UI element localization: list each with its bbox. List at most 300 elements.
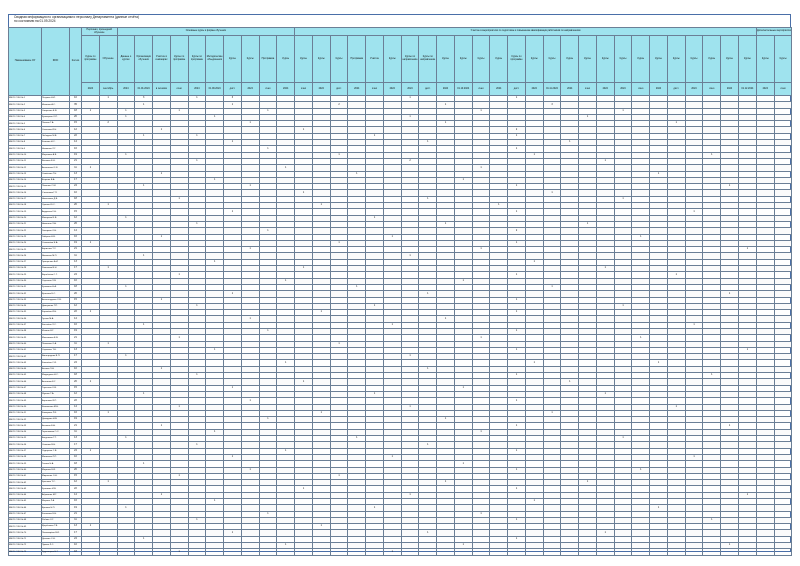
value-cell: [472, 549, 490, 555]
value-cell: 1: [170, 473, 188, 479]
value-cell: 1: [82, 524, 100, 530]
value-cell: 1: [99, 266, 117, 272]
value-cell: [312, 549, 330, 555]
value-cell: [277, 549, 295, 555]
header-group-cell: Дополнительные мероприятия: [756, 28, 792, 36]
header-date-cell: очно: [259, 83, 277, 96]
header-column-cell: Курсы: [667, 36, 685, 83]
value-cell: 1: [348, 284, 366, 290]
value-cell: 1: [419, 442, 437, 448]
document-caption: [14, 15, 714, 23]
value-cell: 1: [241, 184, 259, 190]
org-name-cell: МБОУ СОШ № 72: [9, 543, 42, 549]
header-column-cell: Курсы: [632, 36, 650, 83]
header-date-cell: 01.11.2024: [543, 83, 561, 96]
value-cell: 1: [295, 486, 313, 492]
value-cell: 1: [703, 373, 721, 379]
count-cell: 22: [70, 398, 82, 404]
value-cell: 1: [508, 240, 526, 246]
org-name-cell: МБОУ СОШ № 42: [9, 354, 42, 360]
header-date-cell: очно: [774, 83, 792, 96]
header-date-cell: 2024: [383, 83, 401, 96]
value-cell: 1: [454, 385, 472, 391]
value-cell: 1: [579, 114, 597, 120]
org-name-cell: МБОУ СОШ № 11: [9, 158, 42, 164]
person-name-cell: Морозова А.В.: [42, 152, 70, 158]
value-cell: 1: [383, 322, 401, 328]
header-date-cell: 2024: [401, 83, 419, 96]
person-name-cell: Дмитриева Т.П.: [42, 303, 70, 309]
person-name-cell: Шарова Л.А.: [42, 499, 70, 505]
value-cell: 1: [419, 196, 437, 202]
value-cell: 1: [366, 391, 384, 397]
value-cell: 1: [188, 133, 206, 139]
header-column-cell: Курсы: [703, 36, 721, 83]
count-cell: 17: [70, 266, 82, 272]
value-cell: 1: [721, 543, 739, 549]
value-cell: 1: [366, 133, 384, 139]
value-cell: 1: [224, 140, 242, 146]
value-cell: 1: [596, 391, 614, 397]
value-cell: 1: [188, 373, 206, 379]
count-cell: 15: [70, 385, 82, 391]
value-cell: 1: [667, 121, 685, 127]
value-cell: 1: [330, 473, 348, 479]
org-name-cell: МБОУ СОШ № 68: [9, 517, 42, 523]
person-name-cell: Богданова Т.Г.: [42, 436, 70, 442]
value-cell: 1: [401, 404, 419, 410]
value-cell: 1: [135, 133, 153, 139]
value-cell: 1: [241, 316, 259, 322]
value-cell: 1: [490, 203, 508, 209]
org-name-cell: МБОУ СОШ № 15: [9, 184, 42, 190]
value-cell: 1: [153, 171, 171, 177]
org-name-cell: МБОУ СОШ № 25: [9, 247, 42, 253]
header-column-cell: Курсы: [543, 36, 561, 83]
org-name-cell: МБОУ СОШ № 17: [9, 196, 42, 202]
org-name-cell: МБОУ СОШ № 65: [9, 499, 42, 505]
value-cell: 1: [561, 140, 579, 146]
header-column-cell: Курсы: [579, 36, 597, 83]
value-cell: [738, 549, 756, 555]
person-name-cell: Баранова И.П.: [42, 398, 70, 404]
value-cell: [614, 549, 632, 555]
org-name-cell: МБОУ СОШ № 28: [9, 266, 42, 272]
count-cell: 18: [70, 196, 82, 202]
org-name-cell: МБОУ СОШ № 41: [9, 347, 42, 353]
org-name-cell: МБОУ СОШ № 38: [9, 328, 42, 334]
org-name-cell: МБОУ СОШ № 63: [9, 486, 42, 492]
value-cell: 1: [614, 436, 632, 442]
count-cell: 15: [70, 121, 82, 127]
value-cell: 1: [525, 499, 543, 505]
value-cell: 1: [117, 215, 135, 221]
value-cell: 1: [508, 398, 526, 404]
org-name-cell: МБОУ СОШ № 67: [9, 511, 42, 517]
value-cell: [330, 549, 348, 555]
value-cell: [721, 549, 739, 555]
count-cell: 21: [70, 247, 82, 253]
org-name-cell: МБОУ СОШ № 31: [9, 284, 42, 290]
header-column-cell: Курсы: [685, 36, 703, 83]
header-column-cell: Курсы: [383, 36, 401, 83]
org-name-cell: МБОУ СОШ № 60: [9, 467, 42, 473]
person-name-cell: Осипова В.Н.: [42, 442, 70, 448]
value-cell: 1: [721, 423, 739, 429]
value-cell: 1: [614, 108, 632, 114]
value-cell: [650, 549, 668, 555]
value-cell: 1: [170, 549, 188, 555]
person-name-cell: Куликова И.В.: [42, 486, 70, 492]
value-cell: 1: [650, 171, 668, 177]
person-name-cell: Лукина Л.С.: [42, 543, 70, 549]
person-name-cell: Гусева М.А.: [42, 316, 70, 322]
value-cell: 1: [277, 448, 295, 454]
count-cell: 13: [70, 347, 82, 353]
org-name-cell: МБОУ СОШ № 8: [9, 140, 42, 146]
org-name-cell: МБОУ СОШ № 50: [9, 404, 42, 410]
count-cell: 21: [70, 423, 82, 429]
org-name-cell: МБОУ СОШ № 34: [9, 303, 42, 309]
count-cell: 19: [70, 328, 82, 334]
value-cell: 1: [312, 410, 330, 416]
value-cell: [667, 549, 685, 555]
value-cell: 1: [348, 436, 366, 442]
value-cell: [703, 549, 721, 555]
value-cell: 1: [295, 266, 313, 272]
header-column-cell: Курсы по программе: [170, 36, 188, 83]
value-cell: 1: [437, 102, 455, 108]
header-column-cell: Участие: [366, 36, 384, 83]
value-cell: 1: [508, 373, 526, 379]
org-name-cell: МБОУ СОШ № 27: [9, 259, 42, 265]
value-cell: 1: [117, 284, 135, 290]
value-cell: 1: [224, 530, 242, 536]
value-cell: 1: [366, 215, 384, 221]
value-cell: 1: [206, 259, 224, 265]
count-cell: 19: [70, 505, 82, 511]
value-cell: 1: [135, 322, 153, 328]
value-cell: 1: [99, 96, 117, 102]
person-name-cell: Сидорова С.В.: [42, 448, 70, 454]
value-cell: [401, 549, 419, 555]
value-cell: 1: [667, 272, 685, 278]
count-cell: 10: [70, 190, 82, 196]
header-date-cell: очно: [579, 83, 597, 96]
person-name-cell: Антонова Е.Г.: [42, 379, 70, 385]
person-name-cell: Фролова Е.С.: [42, 291, 70, 297]
header-column-cell: Курсы: [437, 36, 455, 83]
header-date-cell: 2024: [596, 83, 614, 96]
person-name-cell: Виноградова В.П.: [42, 354, 70, 360]
person-name-cell: Иванова А.С.: [42, 102, 70, 108]
count-cell: 15: [70, 297, 82, 303]
value-cell: 1: [614, 303, 632, 309]
value-cell: 1: [188, 96, 206, 102]
header-column-cell: Данные о курсах: [117, 36, 135, 83]
count-cell: 17: [70, 354, 82, 360]
value-cell: 2: [508, 228, 526, 234]
value-cell: 1: [170, 272, 188, 278]
value-cell: 1: [188, 442, 206, 448]
org-name-cell: МБОУ СОШ № 33: [9, 297, 42, 303]
count-cell: 22: [70, 310, 82, 316]
value-cell: 1: [312, 524, 330, 530]
person-name-cell: Дьякова С.Н.: [42, 536, 70, 542]
caption-line: Сводная информация по организациям и персоналу Департамента (данные отчёта): [14, 15, 139, 19]
header-date-cell: 2024: [437, 83, 455, 96]
value-cell: 1: [188, 303, 206, 309]
value-cell: [99, 549, 117, 555]
header-column-cell: Курсы: [650, 36, 668, 83]
person-name-cell: Петрова Н.И.: [42, 96, 70, 102]
value-cell: 1: [508, 517, 526, 523]
person-name-cell: Семёнова Т.Н.: [42, 171, 70, 177]
value-cell: 1: [596, 266, 614, 272]
org-name-cell: МБОУ СОШ № 47: [9, 385, 42, 391]
org-name-cell: МБОУ СОШ № 55: [9, 436, 42, 442]
count-cell: 21: [70, 511, 82, 517]
value-cell: 1: [241, 247, 259, 253]
person-name-cell: Королёва И.Н.: [42, 310, 70, 316]
value-cell: 1: [525, 360, 543, 366]
count-cell: 15: [70, 473, 82, 479]
header-date-cell: очно: [472, 83, 490, 96]
report-table-wrapper: [8, 27, 791, 552]
org-name-cell: МБОУ СОШ № 61: [9, 473, 42, 479]
count-cell: 17: [70, 177, 82, 183]
person-name-cell: Павлова С.М.: [42, 184, 70, 190]
value-cell: [561, 549, 579, 555]
value-cell: 1: [259, 511, 277, 517]
header-date-cell: дист.: [508, 83, 526, 96]
header-column-cell: Курсы: [330, 36, 348, 83]
org-name-cell: МБОУ СОШ № 6: [9, 127, 42, 133]
value-cell: 1: [82, 448, 100, 454]
count-cell: 11: [70, 517, 82, 523]
count-cell: 18: [70, 373, 82, 379]
value-cell: 1: [419, 530, 437, 536]
count-cell: 21: [70, 335, 82, 341]
org-name-cell: МБОУ СОШ № 57: [9, 448, 42, 454]
count-cell: 14: [70, 140, 82, 146]
header-column-cell: Организация обучения: [135, 36, 153, 83]
org-name-cell: МБОУ СОШ № 16: [9, 190, 42, 196]
value-cell: 1: [366, 505, 384, 511]
value-cell: [241, 549, 259, 555]
value-cell: 1: [206, 429, 224, 435]
org-name-cell: МБОУ СОШ № 66: [9, 505, 42, 511]
value-cell: 1: [330, 152, 348, 158]
header-date-cell: 2024: [756, 83, 774, 96]
value-cell: 1: [277, 360, 295, 366]
value-cell: 2: [99, 121, 117, 127]
value-cell: 1: [224, 291, 242, 297]
person-name-cell: Лебедева М.В.: [42, 133, 70, 139]
value-cell: [259, 549, 277, 555]
count-cell: 19: [70, 152, 82, 158]
header-date-cell: 2024: [490, 83, 508, 96]
value-cell: 1: [685, 209, 703, 215]
value-cell: 1: [437, 480, 455, 486]
org-name-cell: МБОУ СОШ № 73: [9, 549, 42, 555]
value-cell: 1: [508, 467, 526, 473]
org-name-cell: МБОУ СОШ № 43: [9, 360, 42, 366]
value-cell: [490, 549, 508, 555]
value-cell: 1: [472, 429, 490, 435]
org-name-cell: МБОУ СОШ № 21: [9, 221, 42, 227]
person-name-cell: Новикова Л.Г.: [42, 146, 70, 152]
value-cell: 1: [295, 127, 313, 133]
header-date-cell: 01.09.2024: [206, 83, 224, 96]
value-cell: 1: [508, 423, 526, 429]
header-date-cell: 2024: [82, 83, 100, 96]
value-cell: 1: [82, 379, 100, 385]
value-cell: 1: [259, 108, 277, 114]
value-cell: 1: [472, 247, 490, 253]
header-group-cell: Участие в мероприятиях по подготовке и повышению квалификации работников по направлениям: [295, 28, 757, 36]
value-cell: 1: [454, 278, 472, 284]
header-column-cell: Участие в семинарах: [153, 36, 171, 83]
value-cell: 1: [596, 530, 614, 536]
value-cell: 1: [703, 517, 721, 523]
value-cell: 1: [596, 158, 614, 164]
value-cell: 1: [206, 347, 224, 353]
value-cell: 1: [135, 253, 153, 259]
count-cell: 14: [70, 316, 82, 322]
value-cell: 1: [401, 253, 419, 259]
value-cell: 1: [312, 310, 330, 316]
value-cell: 1: [117, 152, 135, 158]
org-name-cell: МБОУ СОШ № 62: [9, 480, 42, 486]
count-cell: 10: [70, 366, 82, 372]
value-cell: 1: [99, 480, 117, 486]
value-cell: 1: [419, 140, 437, 146]
count-cell: 10: [70, 96, 82, 102]
value-cell: [82, 549, 100, 555]
count-cell: 22: [70, 486, 82, 492]
header-date-cell: 2024: [685, 83, 703, 96]
person-name-cell: Зайцева Н.В.: [42, 234, 70, 240]
org-name-cell: МБОУ СОШ № 26: [9, 253, 42, 259]
value-cell: 1: [543, 284, 561, 290]
org-name-cell: МБОУ СОШ № 4: [9, 114, 42, 120]
value-cell: 1: [348, 171, 366, 177]
value-cell: 1: [472, 108, 490, 114]
person-name-cell: Давыдова Н.В.: [42, 417, 70, 423]
header-date-cell: 2024: [614, 83, 632, 96]
person-name-cell: Сергеева Л.В.: [42, 278, 70, 284]
person-name-cell: Миронова О.Н.: [42, 473, 70, 479]
header-date-cell: 01.10.2024: [454, 83, 472, 96]
org-name-cell: МБОУ СОШ № 59: [9, 461, 42, 467]
value-cell: 1: [401, 354, 419, 360]
value-cell: 1: [117, 436, 135, 442]
count-cell: 14: [70, 228, 82, 234]
header-group-cell: Основные курсы и формы обучения: [117, 28, 295, 36]
value-cell: 3: [135, 96, 153, 102]
count-cell: 20: [70, 467, 82, 473]
header-date-cell: очно: [170, 83, 188, 96]
person-name-cell: Пономарёва В.И.: [42, 530, 70, 536]
value-cell: 1: [170, 196, 188, 202]
value-cell: 1: [224, 385, 242, 391]
value-cell: 1: [508, 209, 526, 215]
value-cell: 1: [170, 335, 188, 341]
value-cell: 1: [561, 379, 579, 385]
header-date-cell: 2024: [525, 83, 543, 96]
value-cell: [188, 549, 206, 555]
value-cell: 1: [632, 234, 650, 240]
value-cell: 1: [472, 511, 490, 517]
value-cell: 1: [419, 291, 437, 297]
count-cell: 16: [70, 146, 82, 152]
org-name-cell: МБОУ СОШ № 45: [9, 373, 42, 379]
value-cell: 1: [366, 303, 384, 309]
person-name-cell: Ильина Н.Г.: [42, 328, 70, 334]
org-name-cell: МБОУ СОШ № 10: [9, 152, 42, 158]
org-name-cell: МБОУ СОШ № 56: [9, 442, 42, 448]
count-cell: 11: [70, 341, 82, 347]
value-cell: [206, 549, 224, 555]
person-name-cell: Козлова Н.С.: [42, 140, 70, 146]
person-name-cell: Киселёва Л.С.: [42, 322, 70, 328]
value-cell: 1: [508, 272, 526, 278]
value-cell: 1: [419, 366, 437, 372]
count-cell: 12: [70, 303, 82, 309]
org-name-cell: МБОУ СОШ № 49: [9, 398, 42, 404]
value-cell: 1: [508, 310, 526, 316]
person-name-cell: Егорова В.А.: [42, 177, 70, 183]
person-name-cell: Титова Н.А.: [42, 461, 70, 467]
value-cell: 1: [685, 454, 703, 460]
org-name-cell: МБОУ СОШ № 9: [9, 146, 42, 152]
person-name-cell: Полякова О.А.: [42, 341, 70, 347]
count-cell: 19: [70, 240, 82, 246]
value-cell: 1: [685, 322, 703, 328]
header-column-cell: Курсы: [224, 36, 242, 83]
count-cell: 13: [70, 259, 82, 265]
header-date-cell: 2024: [117, 83, 135, 96]
value-cell: [135, 549, 153, 555]
value-cell: [632, 549, 650, 555]
value-cell: [579, 549, 597, 555]
person-name-cell: Смирнова Е.В.: [42, 108, 70, 114]
header-group-cell: ФИО: [42, 28, 70, 96]
value-cell: 1: [632, 335, 650, 341]
count-cell: 20: [70, 379, 82, 385]
value-cell: 1: [206, 177, 224, 183]
person-name-cell: Воробьёва С.Г.: [42, 272, 70, 278]
header-date-cell: 2024: [188, 83, 206, 96]
value-cell: 1: [383, 454, 401, 460]
count-cell: 11: [70, 429, 82, 435]
header-column-cell: Курсы: [295, 36, 313, 83]
count-cell: 20: [70, 291, 82, 297]
header-column-cell: Программа: [259, 36, 277, 83]
count-cell: 16: [70, 322, 82, 328]
org-name-cell: МБОУ СОШ № 7: [9, 133, 42, 139]
header-column-cell: Курсы: [454, 36, 472, 83]
count-cell: 16: [70, 499, 82, 505]
person-name-cell: Макарова И.В.: [42, 215, 70, 221]
value-cell: 1: [259, 228, 277, 234]
count-cell: 24: [70, 360, 82, 366]
count-cell: 24: [70, 536, 82, 542]
value-cell: [508, 549, 526, 555]
count-cell: 10: [70, 454, 82, 460]
person-name-cell: Волкова Е.Н.: [42, 158, 70, 164]
